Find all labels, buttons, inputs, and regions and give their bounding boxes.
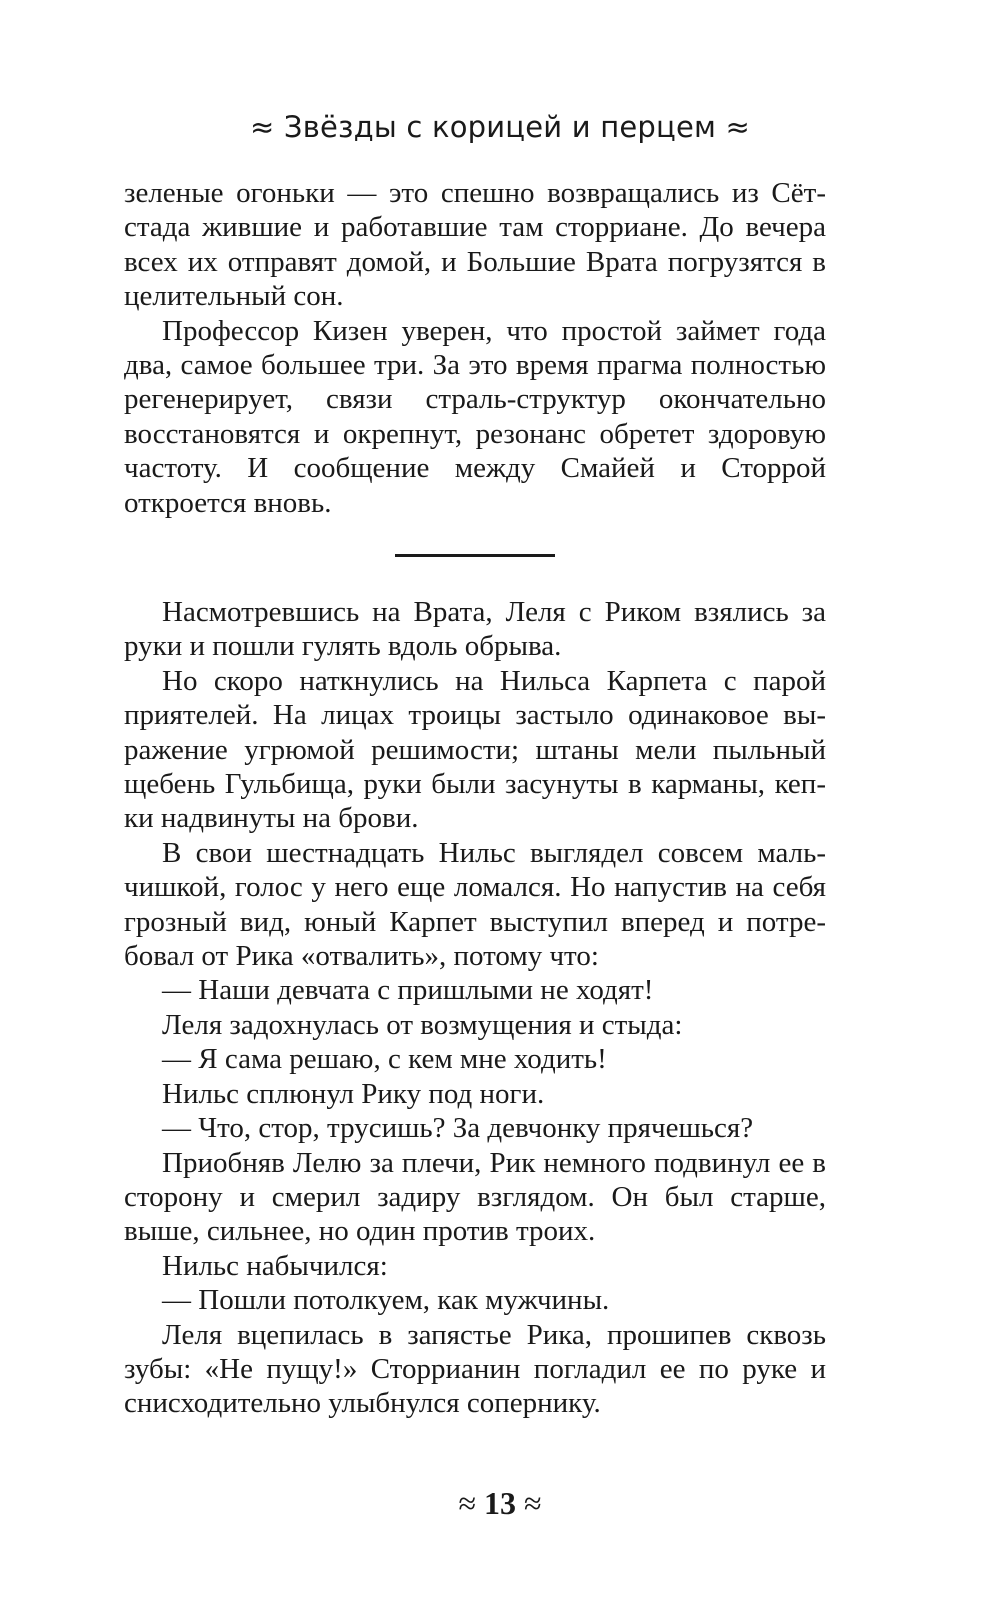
dialogue-line: — Наши девчата с пришлыми не ходят! [162, 974, 654, 1007]
paragraph: Леля задохнулась от возмущения и стыда: [162, 1008, 683, 1041]
paragraph: Но скоро наткнулись на Нильса Карпета с парой приятелей. На лицах троицы застыло одинаковое выражение угрюмой решимости; штаны мели пыльный щебень Гульбища, руки были засунуты в карманы, кепки надвинуты на брови. [124, 664, 826, 835]
paragraph: В свои шестнадцать Нильс выглядел совсем мальчишкой, голос у него еще ломался. Но напустив на себя грозный вид, юный Карпет выступил вперед и потребовал от Рика «отвалить», потому что: [124, 836, 826, 973]
paragraph: Нильс набычился: [162, 1249, 388, 1282]
paragraph: Леля вцепилась в запястье Рика, прошипев сквозь зубы: «Не пущу!» Сторрианин погладил ее по руке и снисходительно улыбнулся сопернику. [124, 1318, 826, 1420]
section-divider [395, 554, 555, 557]
text-section-2 [124, 595, 826, 1421]
ornament-right: ≈ [524, 1485, 542, 1521]
dialogue-line: — Что, стор, трусишь? За девчонку прячешься? [162, 1112, 754, 1145]
paragraph: Приобняв Лелю за плечи, Рик немного подвинул ее в сторону и смерил задиру взглядом. Он был старше, выше, сильнее, но один против троих. [124, 1146, 826, 1248]
dialogue-line: — Пошли потолкуем, как мужчины. [162, 1284, 610, 1317]
paragraph: Профессор Кизен уверен, что простой займет года два, самое большее три. За это время прагма полностью регенерирует, связи страль-структур окончательно восстановятся и окрепнут, резонанс обретет здоровую частоту. И сообщение между Смайей и Сторрой откроется вновь. [124, 314, 826, 519]
text-section-1 [124, 176, 826, 520]
page-number: 13 [484, 1485, 516, 1521]
paragraph: Нильс сплюнул Рику под ноги. [162, 1077, 545, 1110]
running-header: ≈ Звёзды с корицей и перцем ≈ [249, 110, 750, 144]
dialogue-line: — Я сама решаю, с кем мне ходить! [162, 1043, 607, 1076]
paragraph: Насмотревшись на Врата, Леля с Риком взялись за руки и пошли гулять вдоль обрыва. [124, 596, 826, 663]
page-number-footer [0, 1485, 1000, 1522]
ornament-left: ≈ [458, 1485, 476, 1521]
paragraph: зеленые огоньки — это спешно возвращались из Сётстада жившие и работавшие там сторриане. До вечера всех их отправят домой, и Большие Врата погрузятся в целительный сон. [124, 177, 826, 313]
